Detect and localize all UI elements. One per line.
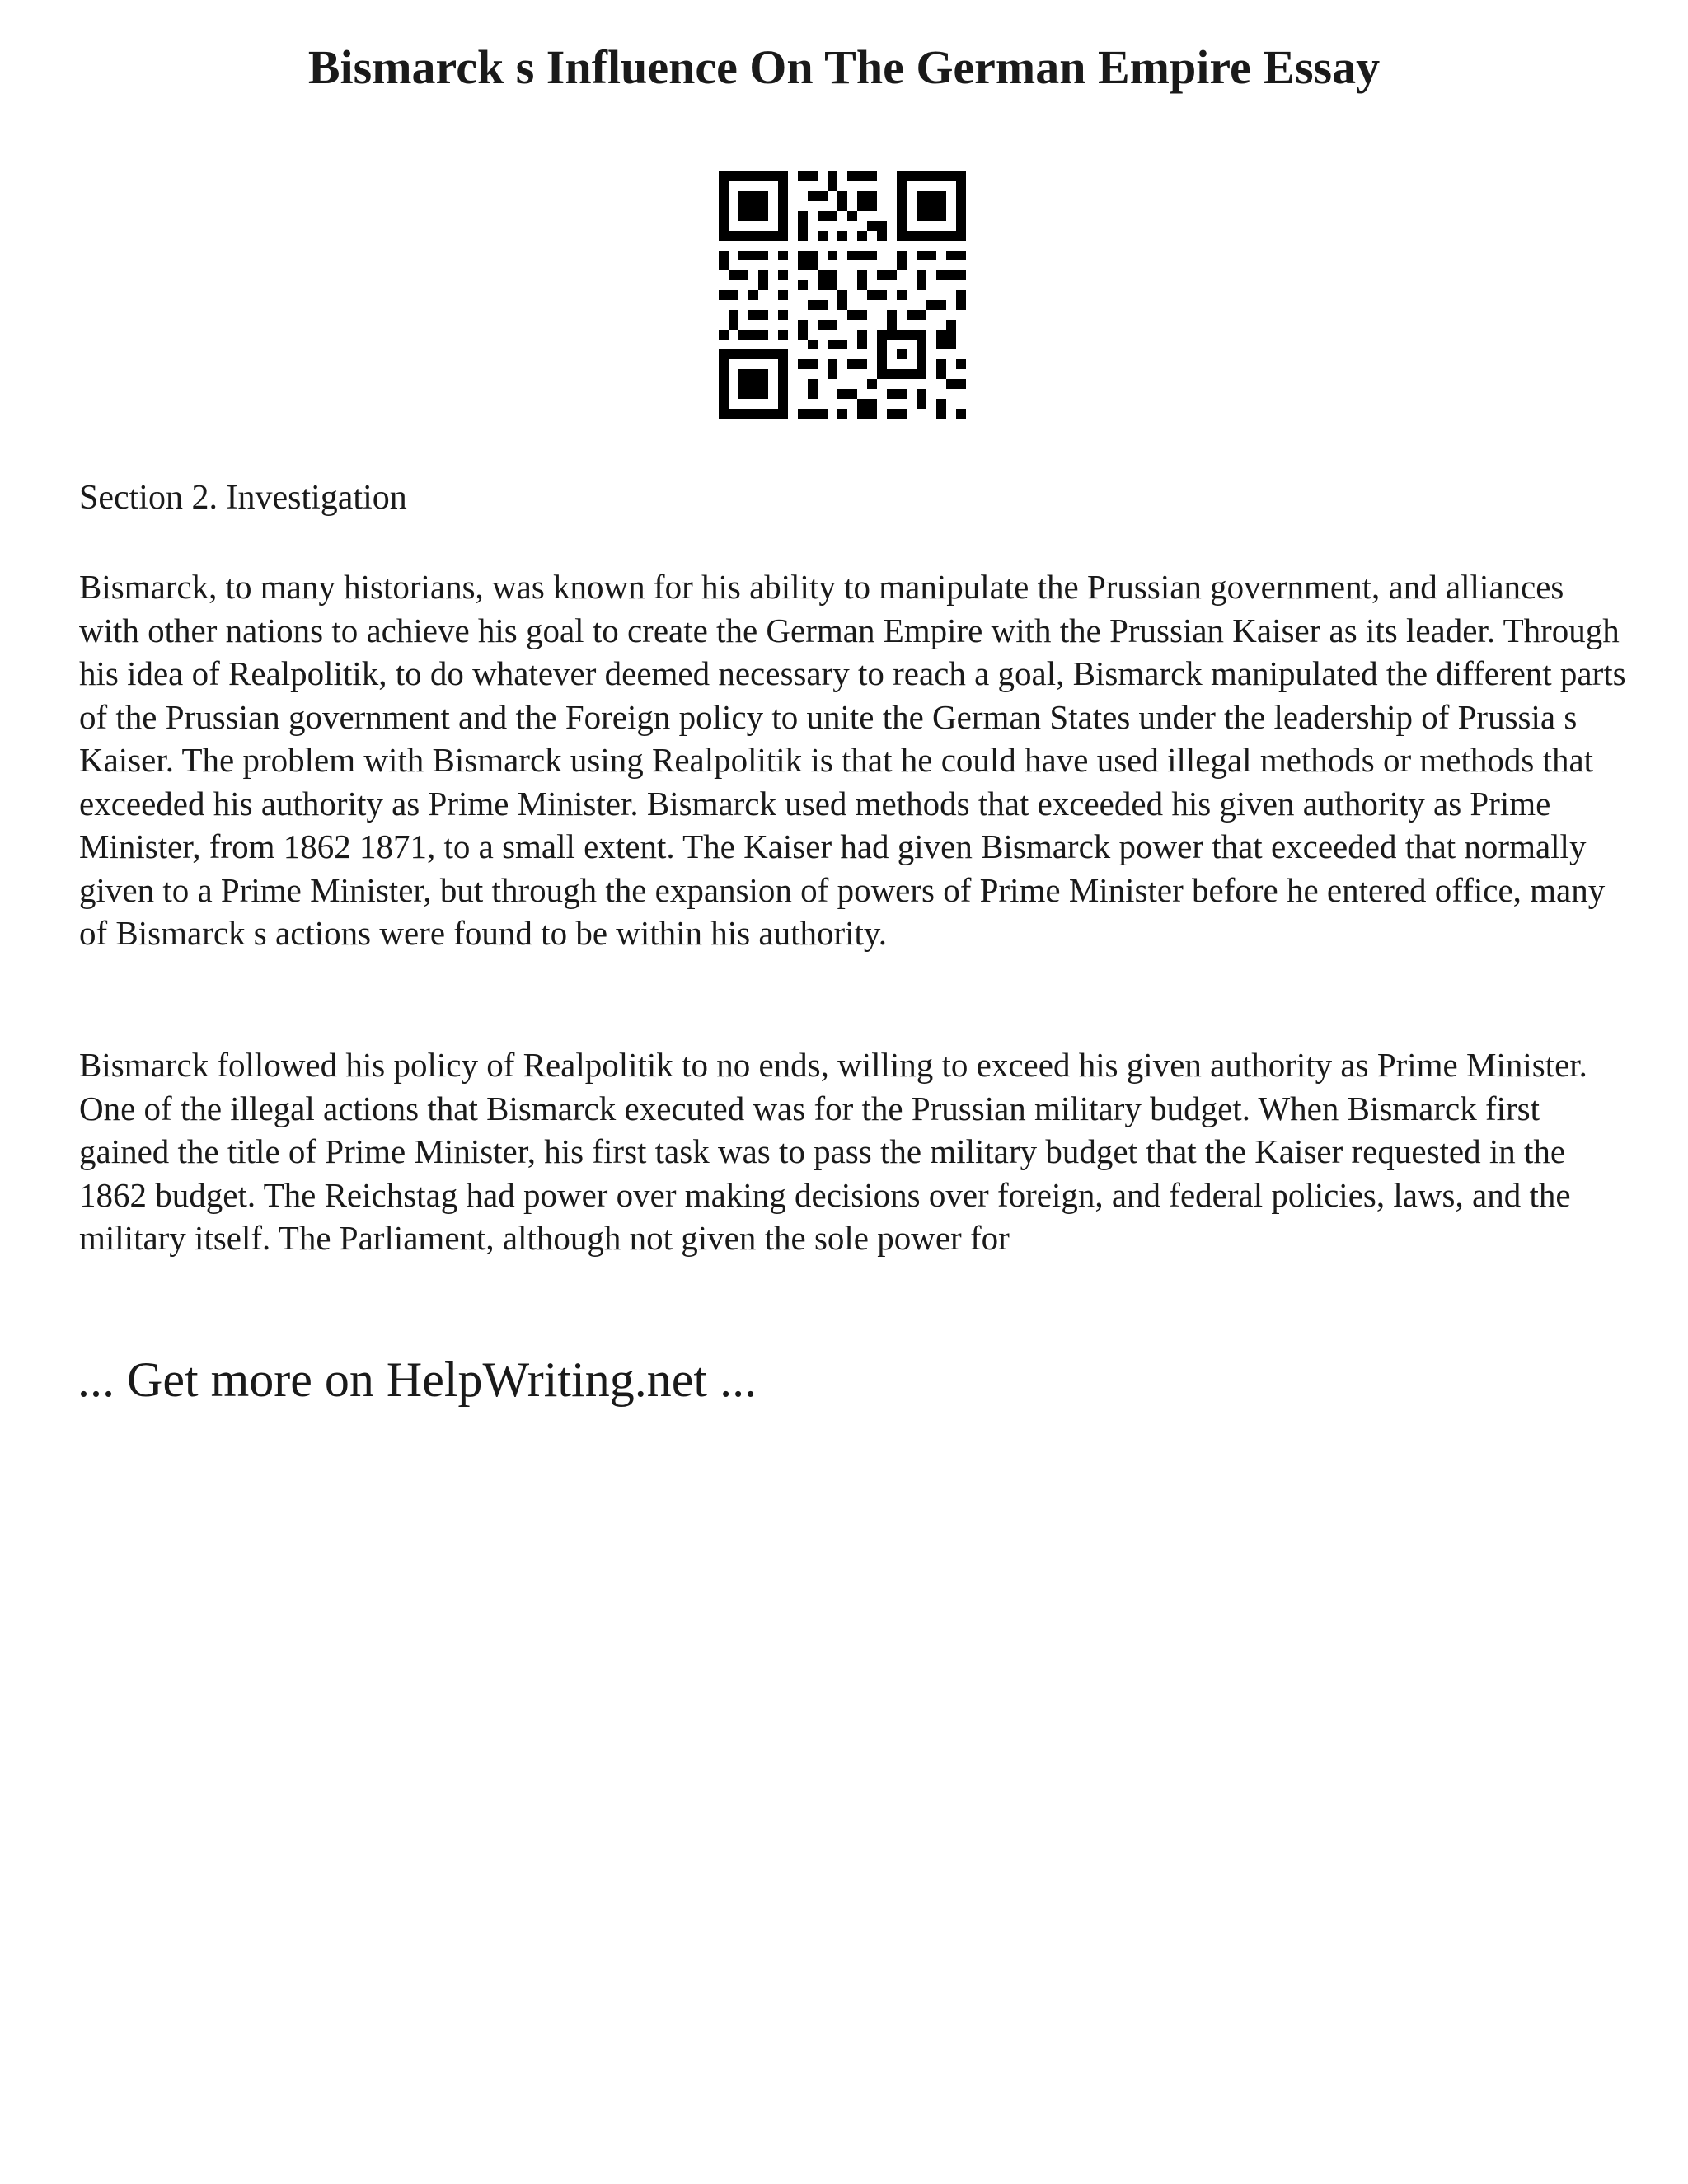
body-paragraph: Bismarck followed his policy of Realpolitik to no ends, willing to exceed his given authority as Prime Minister. One of the illegal actions that Bismarck executed was for the Prussian military budget. When Bismarck first gained the title of Prime Minister, his first task was to pass the military budget that the Kaiser requested in the 1862 budget. The Reichstag had power over making decisions over foreign, and federal policies, laws, and the military itself. The Parliament, although not given the sole power for <box>79 1046 1587 1257</box>
qr-code-icon <box>719 171 966 419</box>
document-title: Bismarck s Influence On The German Empire Essay <box>307 40 1381 94</box>
body-paragraph: Bismarck, to many historians, was known for his ability to manipulate the Prussian government, and alliances with other nations to achieve his goal to create the German Empire with the Prussian Kaiser as its leader. Through his idea of Realpolitik, to do whatever deemed necessary to reach a goal, Bismarck manipulated the different parts of the Prussian government and the Foreign policy to unite the German States under the leadership of Prussia s Kaiser. The problem with Bismarck using Realpolitik is that he could have used illegal methods or methods that exceeded his authority as Prime Minister. Bismarck used methods that exceeded his given authority as Prime Minister, from 1862 1871, to a small extent. The Kaiser had given Bismarck power that exceeded that normally given to a Prime Minister, but through the expansion of powers of Prime Minister before he entered office, many of Bismarck s actions were found to be within his authority. <box>79 568 1626 952</box>
get-more-link[interactable]: ... Get more on HelpWriting.net ... <box>77 1352 757 1407</box>
section-heading: Section 2. Investigation <box>79 479 407 517</box>
